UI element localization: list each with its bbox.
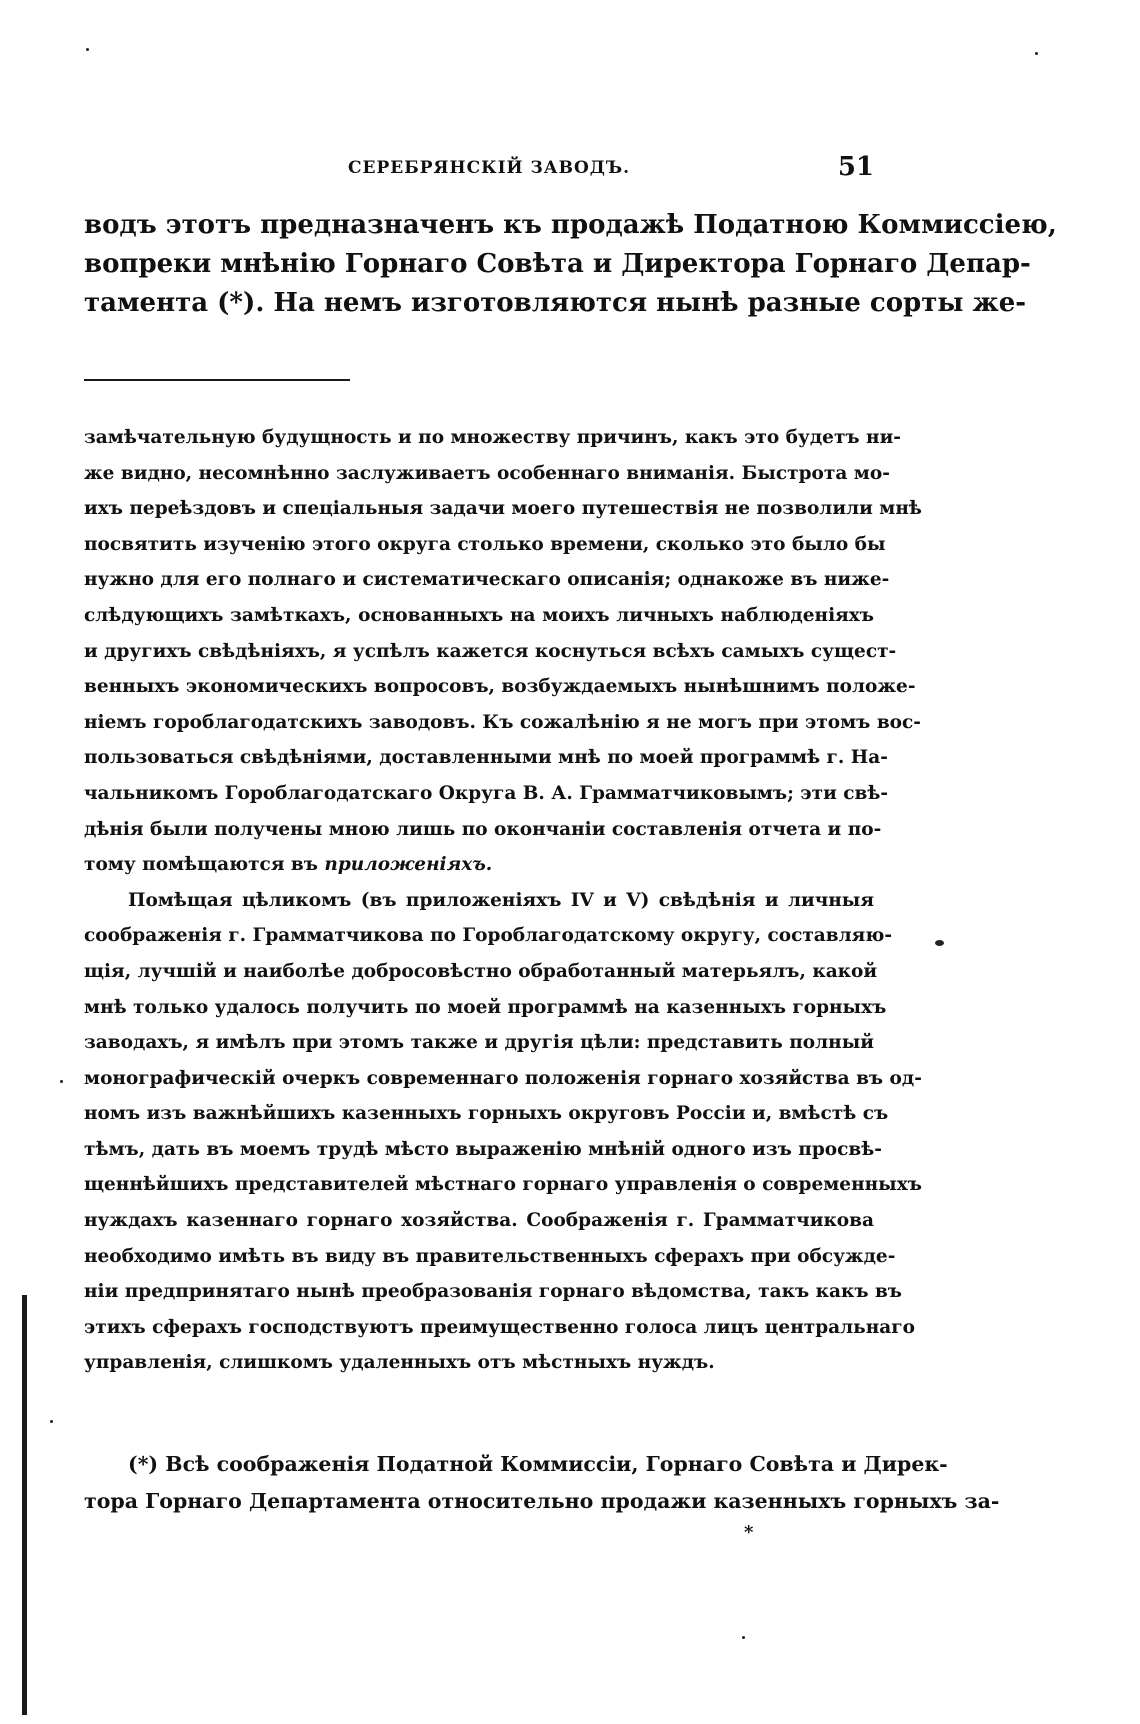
notes-line: монографическій очеркъ современнаго положенія горнаго хозяйства въ од- — [84, 1067, 922, 1089]
notes-line: нужно для его полнаго и систематическаго описанія; однакоже въ ниже- — [84, 569, 890, 591]
notes-line: слѣдующихъ замѣткахъ, основанныхъ на моихъ личныхъ наблюденіяхъ — [84, 604, 874, 626]
footnote-line: (*) Всѣ соображенія Податной Коммиссіи, Горнаго Совѣта и Дирек- — [128, 1452, 948, 1476]
notes-line: замѣчательную будущность и по множеству причинъ, какъ это будетъ ни- — [84, 427, 901, 448]
notes-line: нуждахъ казеннаго горнаго хозяйства. Соображенія г. Грамматчикова — [84, 1210, 874, 1232]
notes-line: ихъ переѣздовъ и спеціальныя задачи моего путешествія не позволили мнѣ — [84, 498, 922, 520]
main-text-line: тамента (*). На немъ изготовляются нынѣ разные сорты же- — [84, 288, 1027, 318]
scan-speck — [50, 1420, 53, 1423]
notes-line: чальникомъ Гороблагодатскаго Округа В. А. Грамматчиковымъ; эти свѣ- — [84, 782, 889, 804]
notes-line: заводахъ, я имѣлъ при этомъ также и другія цѣли: представить полный — [84, 1032, 874, 1054]
notes-last-line-text: тому помѣщаются въ — [84, 854, 325, 876]
notes-block — [84, 420, 922, 1381]
notes-line: дѣнія были получены мною лишь по окончаніи составленія отчета и по- — [84, 818, 882, 840]
notes-last-line: управленія, слишкомъ удаленныхъ отъ мѣстныхъ нуждъ. — [84, 1352, 715, 1374]
appendix-reference: приложеніяхъ. — [324, 854, 493, 876]
notes-line: этихъ сферахъ господствуютъ преимущественно голоса лицъ центральнаго — [84, 1316, 915, 1338]
notes-line: венныхъ экономическихъ вопросовъ, возбуждаемыхъ нынѣшнимъ положе- — [84, 676, 916, 698]
main-text-line: вопреки мнѣнію Горнаго Совѣта и Директора Горнаго Депар- — [84, 249, 1031, 279]
running-head: СЕРЕБРЯНСКІЙ ЗАВОДЪ. — [348, 158, 631, 178]
scan-speck — [935, 940, 944, 946]
notes-paragraph-1 — [84, 420, 922, 883]
notes-line: соображенія г. Грамматчикова по Гороблагодатскому округу, составляю- — [84, 925, 893, 947]
notes-last-line — [84, 847, 874, 883]
notes-line: пользоваться свѣдѣніями, доставленными мнѣ по моей программѣ г. На- — [84, 747, 888, 769]
notes-line: щеннѣйшихъ представителей мѣстнаго горнаго управленія о современныхъ — [84, 1174, 922, 1196]
notes-line: и другихъ свѣдѣніяхъ, я успѣлъ кажется коснуться всѣхъ самыхъ сущест- — [84, 640, 897, 662]
footnote-separator-rule — [84, 379, 350, 381]
notes-paragraph-2 — [84, 883, 922, 1381]
scan-speck — [742, 1636, 745, 1639]
footnote — [84, 1446, 1000, 1557]
main-text — [84, 206, 1057, 323]
notes-line: щія, лучшій и наиболѣе добросовѣстно обработанный матерьялъ, какой — [84, 960, 878, 982]
scan-speck — [86, 48, 89, 51]
binding-edge-bar — [22, 1295, 27, 1715]
scan-speck — [60, 1080, 63, 1083]
page-number: 51 — [837, 152, 874, 182]
notes-line: ніи предпринятаго нынѣ преобразованія горнаго вѣдомства, такъ какъ въ — [84, 1281, 903, 1303]
footnote-line: тора Горнаго Департамента относительно продажи казенныхъ горныхъ за- — [84, 1489, 1000, 1513]
notes-line: необходимо имѣть въ виду въ правительственныхъ сферахъ при обсужде- — [84, 1245, 896, 1267]
main-text-line: водъ этотъ предназначенъ къ продажѣ Податною Коммиссіею, — [84, 210, 1057, 240]
signature-mark: * — [744, 1522, 754, 1543]
notes-line: номъ изъ важнѣйшихъ казенныхъ горныхъ округовъ Россіи и, вмѣстѣ съ — [84, 1103, 889, 1125]
notes-line: же видно, несомнѣнно заслуживаетъ особеннаго вниманія. Быстрота мо- — [84, 462, 890, 484]
notes-line: тѣмъ, дать въ моемъ трудѣ мѣсто выраженію мнѣній одного изъ просвѣ- — [84, 1138, 882, 1160]
scan-speck — [1035, 52, 1038, 55]
notes-line: Помѣщая цѣликомъ (въ приложеніяхъ IV и V) свѣдѣнія и личныя — [128, 889, 874, 911]
page-header — [84, 152, 874, 186]
notes-line: мнѣ только удалось получить по моей программѣ на казенныхъ горныхъ — [84, 996, 887, 1018]
notes-line: ніемъ гороблагодатскихъ заводовъ. Къ сожалѣнію я не могъ при этомъ вос- — [84, 711, 921, 733]
notes-line: посвятить изученію этого округа столько времени, сколько это было бы — [84, 533, 886, 555]
